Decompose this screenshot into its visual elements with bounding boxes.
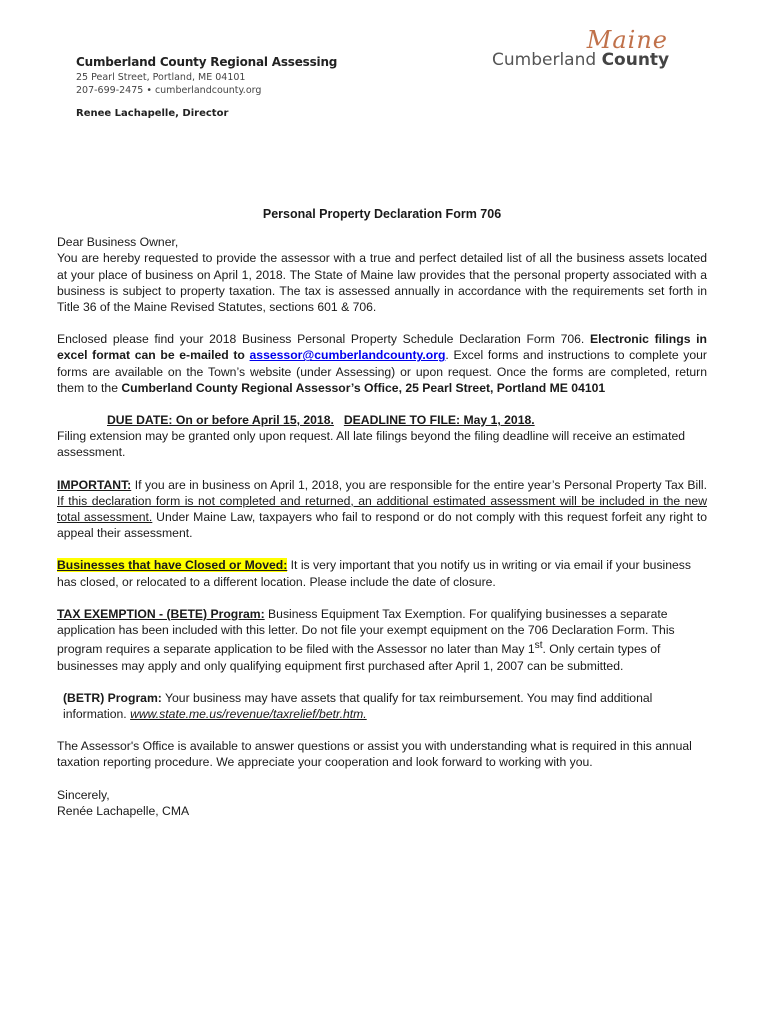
bete-superscript: st: [534, 640, 543, 652]
filing-deadline: DEADLINE TO FILE: May 1, 2018.: [343, 413, 535, 428]
filing-extension-text: Filing extension may be granted only upon request. All late filings beyond the filing deadline will receive an estimated assessment.: [57, 429, 686, 460]
enclosed-paragraph: [57, 331, 707, 396]
enclosed-text-2: . Excel forms and instructions to complete your forms are available on the Town’s website (under Assessing) or upon request. Once the forms are completed, return them to the: [57, 348, 707, 395]
closed-moved-text: It is very important that you notify us in writing or via email if your business has closed, or relocated to a different location. Please include the date of closure.: [57, 558, 691, 589]
director-name: Renee Lachapelle, Director: [76, 108, 229, 119]
signoff: Sincerely,: [57, 787, 110, 802]
logo-script-text: Maine: [586, 26, 668, 54]
organization-address: 25 Pearl Street, Portland, ME 04101: [76, 72, 246, 83]
bete-label-underlined: [57, 607, 265, 621]
organization-name: Cumberland County Regional Assessing: [76, 55, 338, 69]
logo-wordmark: [492, 50, 669, 70]
bete-paragraph: [57, 606, 707, 674]
betr-paragraph: [57, 690, 707, 722]
bete-text-2: . Only certain types of businesses may apply and only qualifying equipment first purchased after April 1, 2007 can be submitted.: [57, 642, 661, 673]
assessor-email-link[interactable]: assessor@cumberlandcounty.org: [249, 348, 446, 363]
important-paragraph: [57, 477, 707, 542]
closed-moved-label: Businesses that have Closed or Moved:: [57, 558, 288, 573]
betr-info-link[interactable]: www.state.me.us/revenue/taxrelief/betr.htm.: [130, 706, 367, 721]
closed-moved-paragraph: [57, 557, 707, 589]
logo-word-county: County: [601, 50, 670, 70]
betr-label: (BETR) Program:: [63, 690, 162, 705]
signature-name: Renée Lachapelle, CMA: [57, 803, 190, 818]
important-underlined-text: If this declaration form is not completed and returned, an additional estimated assessment will be included in the new total assessment.: [57, 493, 707, 525]
logo-word-cumberland: Cumberland: [492, 50, 597, 70]
important-text-1: If you are in business on April 1, 2018, you are responsible for the entire year’s Personal Property Tax Bill.: [131, 477, 707, 492]
due-dates-line: [57, 412, 707, 428]
organization-contact: 207-699-2475 • cumberlandcounty.org: [76, 85, 262, 96]
bete-label: TAX EXEMPTION - (BETE) Program:: [57, 606, 265, 621]
letterhead: [76, 55, 337, 119]
cumberland-county-logo: [492, 26, 672, 76]
return-address: Cumberland County Regional Assessor’s Office, 25 Pearl Street, Portland ME 04101: [121, 380, 606, 395]
document-title: Personal Property Declaration Form 706: [262, 207, 502, 221]
enclosed-text-1: Enclosed please find your 2018 Business Personal Property Schedule Declaration Form 706.: [57, 332, 590, 347]
salutation: Dear Business Owner,: [57, 235, 179, 250]
due-date: DUE DATE: On or before April 15, 2018.: [107, 413, 334, 428]
important-text-2: Under Maine Law, taxpayers who fail to respond or do not comply with this request forfeit any right to appeal their assessment.: [57, 510, 707, 541]
closing-paragraph: The Assessor's Office is available to answer questions or assist you with understanding what is required in this annual taxation reporting procedure. We appreciate your cooperation and look forward to working with you.: [57, 739, 692, 770]
electronic-filing-note: Electronic filings in excel format can be e-mailed to: [57, 332, 707, 363]
betr-text: Your business may have assets that qualify for tax reimbursement. You may find additional information.: [63, 690, 653, 721]
letter-body: [57, 206, 707, 819]
intro-paragraph: You are hereby requested to provide the assessor with a true and perfect detailed list of all the business assets located at your place of business on April 1, 2018. The State of Maine law provides that the personal property associated with a business is subject to property taxation. The tax is assessed annually in accordance with the requirements set forth in Title 36 of the Maine Revised Statutes, sections 601 & 706.: [57, 251, 707, 315]
important-label: IMPORTANT:: [57, 477, 132, 492]
bete-text-1: Business Equipment Tax Exemption. For qualifying businesses a separate application has been included with this letter. Do not file your exempt equipment on the 706 Declaration Form. This program requires a separate application to be filed with the Assessor no later than May 1: [57, 606, 675, 657]
